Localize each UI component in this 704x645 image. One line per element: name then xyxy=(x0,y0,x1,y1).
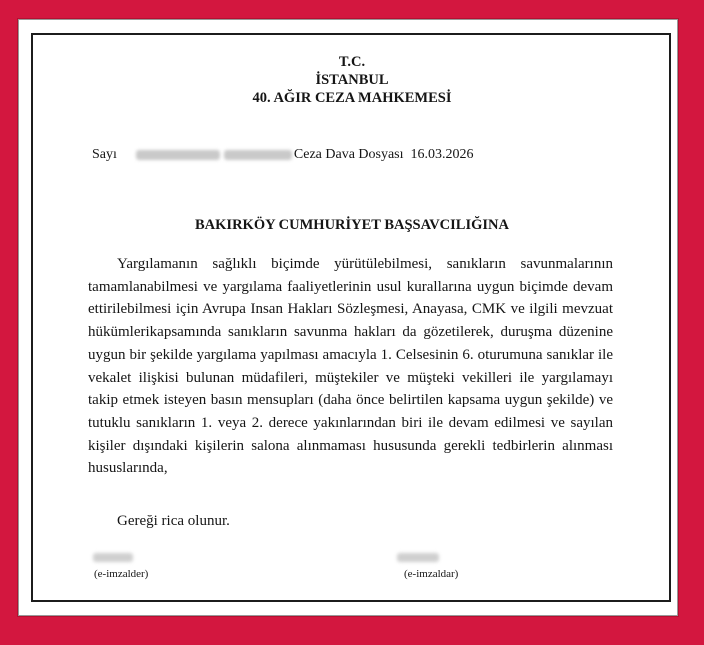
header-tc: T.C. xyxy=(338,54,366,70)
letter-body: Yargılamanın sağlıklı biçimde yürütülebilmesi, sanıkların savunmalarının tamamlanabilmesi ve yargılama faaliyetlerinin usul kurallarına uygun biçimde devam ettirilebilmesi için Avrupa Insan Hakları Sözleşmesi, Anayasa, CMK ve ilgili mevzuat hükümlerikapsamında sanıkların savunma hakları da gözetilerek, duruşma düzenine uygun bir şekilde yargılama yapılması amacıyla 1. Celsesinin 6. oturumuna sanıklar ile vekalet ilişkisi bulunan müdafileri, müştekiler ve müşteki vekilleri ile yargılamayı takip etmek isteyen basın mensupları (daha önce belirtilen kapsama uygun şekilde) ve tutuklu sanıkların 1. veya 2. derece yakınlarından biri ile devam edilmesi ve sayılan kişiler dışındaki kişilerin salona alınmaması hususunda gerekli tedbirlerin alınması hususlarında, xyxy=(88,256,613,477)
header-court: 40. AĞIR CEZA MAHKEMESİ xyxy=(252,90,452,106)
header-city: İSTANBUL xyxy=(315,72,389,88)
redacted-number-2 xyxy=(224,150,292,160)
redacted-signer-right xyxy=(397,553,439,562)
redacted-signer-left xyxy=(93,553,133,562)
redacted-number xyxy=(136,150,220,160)
reference-type: Ceza Dava Dosyası xyxy=(293,147,404,162)
reference-label: Sayı xyxy=(92,147,117,162)
reference-line xyxy=(92,147,474,163)
reference-date: 16.03.2026 xyxy=(410,147,474,162)
signature-left: (e-imzalder) xyxy=(94,568,149,580)
signature-right: (e-imzaldar) xyxy=(404,568,459,580)
closing-line: Gereği rica olunur. xyxy=(117,513,230,529)
addressee-title: BAKIRKÖY CUMHURİYET BAŞSAVCILIĞINA xyxy=(195,217,509,233)
